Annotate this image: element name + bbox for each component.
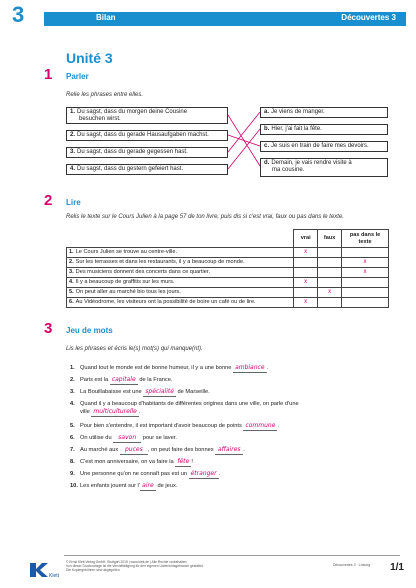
match-left-4: 4. Du sagst, dass du gestern gefeiert hast. <box>66 164 228 175</box>
vrai-cell[interactable]: x <box>294 248 318 258</box>
statement-cell: 3. Des musiciens donnent des concerts dans ce quartier. <box>67 268 294 278</box>
footer-copyright-2: Von dieser Druckvorlage ist die Vervielfältigung für den eigenen Unterrichtsgebrauch gestattet. <box>66 564 204 568</box>
exercise-1-number: 1 <box>44 66 53 83</box>
vrai-cell[interactable] <box>294 288 318 298</box>
match-right-d: d. Demain, je vais rendre visite à ma cousine. <box>260 158 388 177</box>
answer-blank[interactable]: ambiance <box>235 364 265 371</box>
page-footer <box>20 555 410 585</box>
pas-dans-texte-cell[interactable]: x <box>342 268 389 278</box>
exercise-2-instruction: Relis le texte sur le Cours Julien à la page 57 de ton livre, puis dis si c'est vrai, faux ou pas dans le texte. <box>66 214 344 220</box>
sentence-4: 4. Quand il y a beaucoup d'habitants de différentes origines dans une ville, on parle d'une ville multiculturelle . <box>70 401 299 415</box>
pas-dans-texte-cell[interactable] <box>342 278 389 288</box>
footer-divider <box>64 555 400 556</box>
match-line-4-b <box>228 129 260 169</box>
header-pas-dans-texte: pas dans le texte <box>342 230 389 248</box>
exercise-2-title: Lire <box>66 198 81 207</box>
answer-blank[interactable]: spécialité <box>145 388 174 395</box>
answer-blank[interactable]: puces <box>120 446 148 455</box>
vrai-cell[interactable]: x <box>294 278 318 288</box>
exercise-2-number: 2 <box>44 192 53 209</box>
vrai-cell[interactable] <box>294 268 318 278</box>
statement-cell: 1. Le Cours Julien se trouve au centre-ville. <box>67 248 294 258</box>
exercise-1-instruction: Relie les phrases entre elles. <box>66 92 144 98</box>
faux-cell[interactable] <box>318 298 342 308</box>
answer-blank[interactable]: affaires <box>215 446 243 455</box>
answer-blank[interactable]: fête <box>175 458 191 467</box>
page-number: 1/1 <box>390 562 404 573</box>
match-left-2: 2. Du sagst, dass du gerade Hausaufgaben machst. <box>66 130 228 141</box>
klett-logo-icon <box>26 559 58 581</box>
statement-cell: 5. On peut aller au marché bio tous les jours. <box>67 288 294 298</box>
match-right-a: a. Je viens de manger. <box>260 107 388 118</box>
faux-cell[interactable] <box>318 268 342 278</box>
match-line-2-c <box>228 135 260 146</box>
sentence-9: 9. Une personne qu'on ne connaît pas est un étranger . <box>70 470 221 477</box>
vrai-cell[interactable] <box>294 258 318 268</box>
table-header-blank <box>67 230 294 248</box>
table-row <box>67 298 389 308</box>
chapter-number: 3 <box>12 2 25 27</box>
match-right-c: c. Je suis en train de faire mes devoirs. <box>260 141 388 152</box>
sentence-1: 1. Quand tout le monde est de bonne humeur, il y a une bonne ambiance . <box>70 364 269 371</box>
sentence-8: 8. C'est mon anniversaire, on va faire la fête ! <box>70 458 193 465</box>
sentence-6: 6. On utilise du savon pour se laver. <box>70 434 177 441</box>
footer-doc-code: Découvertes 3 · Lösung <box>333 563 371 567</box>
table-row <box>67 258 389 268</box>
pas-dans-texte-cell[interactable]: x <box>342 258 389 268</box>
footer-copyright-3: Die Kopiergebühren sind abgegolten. <box>66 568 121 572</box>
table-row <box>67 288 389 298</box>
statement-cell: 6. Au Vidéodrome, les visiteurs ont la possibilité de boire un café ou de lire. <box>67 298 294 308</box>
exercise-3-instruction: Lis les phrases et écris le(s) mot(s) qui manque(nt). <box>66 346 203 352</box>
table-header-row <box>67 230 389 248</box>
vrai-cell[interactable]: x <box>294 298 318 308</box>
sentence-10: 10. Les enfants jouent sur l' aire de jeux. <box>70 482 178 489</box>
footer-copyright-1: © Ernst Klett Verlag GmbH, Stuttgart 2015 | www.klett.de | Alle Rechte vorbehalten. <box>66 560 188 564</box>
header-right-label: Découvertes 3 <box>341 13 396 22</box>
answer-blank[interactable]: aire <box>140 482 156 491</box>
sentence-3: 3. La Bouillabaisse est une spécialité de Marseille. <box>70 388 210 395</box>
answer-blank[interactable]: multiculturelle <box>93 408 137 415</box>
exercise-1-title: Parler <box>66 72 89 81</box>
match-right-b: b. Hier, j'ai fait la fête. <box>260 124 388 135</box>
answer-blank[interactable]: commune <box>245 422 276 429</box>
exercise-3-number: 3 <box>44 320 53 337</box>
exercise-3-title: Jeu de mots <box>66 326 113 335</box>
faux-cell[interactable] <box>318 258 342 268</box>
header-vrai: vrai <box>294 230 318 248</box>
answer-blank[interactable]: étranger <box>190 470 217 477</box>
pas-dans-texte-cell[interactable] <box>342 248 389 258</box>
header-left-label: Bilan <box>96 13 116 22</box>
match-left-1: 1. Du sagst, dass du morgen deine Cousine besuchen wirst. <box>66 107 228 124</box>
table-row <box>67 248 389 258</box>
match-left-3: 3. Du sagst, dass du gerade gegessen hast. <box>66 147 228 158</box>
sentence-7: 7. Au marché aux puces , on peut faire des bonnes affaires . <box>70 446 245 453</box>
table-row <box>67 268 389 278</box>
answer-blank[interactable]: savon <box>113 434 141 443</box>
table-row <box>67 278 389 288</box>
faux-cell[interactable]: x <box>318 288 342 298</box>
sentence-5: 5. Pour bien s'entendre, il est important d'avoir beaucoup de points commune . <box>70 422 279 429</box>
match-line-3-a <box>228 112 260 152</box>
true-false-table <box>66 229 389 308</box>
svg-text:Klett: Klett <box>49 573 60 579</box>
answer-blank[interactable]: capitale <box>110 376 138 385</box>
unit-title: Unité 3 <box>66 50 113 66</box>
faux-cell[interactable] <box>318 278 342 288</box>
statement-cell: 2. Sur les terrasses et dans les restaurants, il y a beaucoup de monde. <box>67 258 294 268</box>
statement-cell: 4. Il y a beaucoup de graffitis sur les murs. <box>67 278 294 288</box>
pas-dans-texte-cell[interactable] <box>342 298 389 308</box>
faux-cell[interactable] <box>318 248 342 258</box>
sentence-2: 2. Paris est la capitale de la France. <box>70 376 173 383</box>
header-faux: faux <box>318 230 342 248</box>
pas-dans-texte-cell[interactable] <box>342 288 389 298</box>
